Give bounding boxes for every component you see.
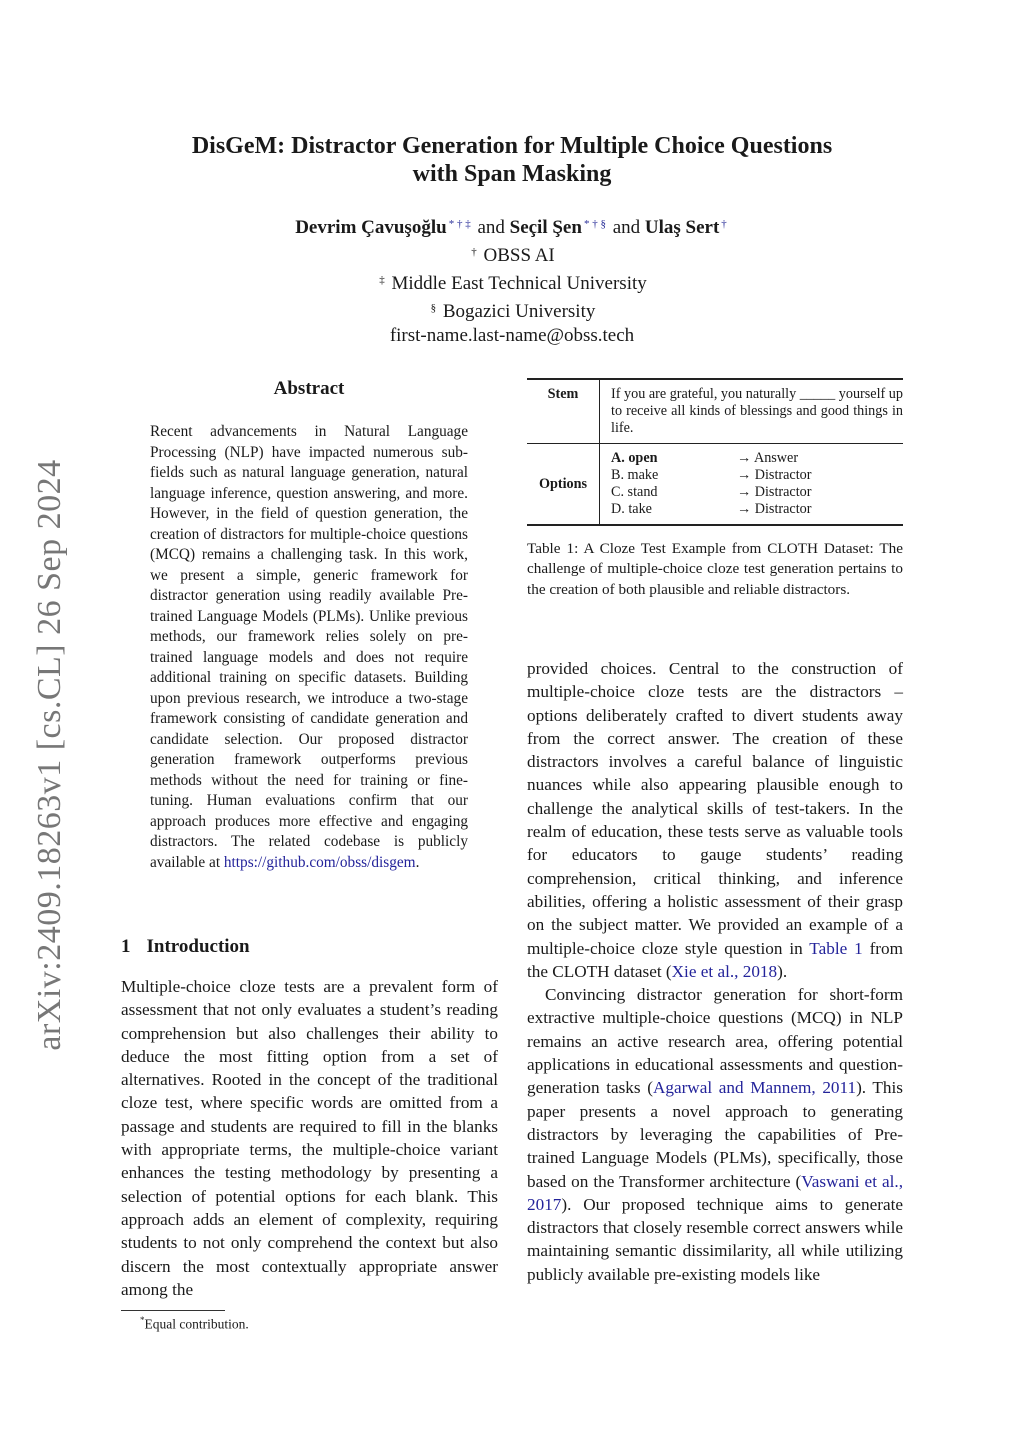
stem-label: Stem — [527, 380, 600, 443]
footnote-text: Equal contribution. — [144, 1316, 249, 1332]
table-row-options — [527, 443, 903, 526]
affiliation-1: † OBSS AI — [471, 245, 555, 266]
option-row: A. open → Answer — [611, 450, 799, 466]
title-line-1: DisGeM: Distractor Generation for Multiple Choice Questions — [191, 133, 833, 159]
abstract-heading: Abstract — [273, 378, 345, 399]
option-row: C. stand → Distractor — [611, 484, 812, 500]
and-1: and — [477, 217, 505, 238]
citation-xie[interactable]: Xie et al., 2018 — [671, 961, 778, 981]
cloze-example-table — [527, 378, 903, 526]
table-caption: Table 1: A Cloze Test Example from CLOTH Dataset: The challenge of multiple-choice cloze test generation pertains to the creation of both plausible and reliable distractors. — [527, 540, 903, 598]
author-2-marks: * † § — [583, 218, 606, 230]
author-line — [0, 212, 1024, 240]
affiliation-3: § Bogazici University — [430, 301, 596, 322]
author-2: Seçil Şen — [509, 217, 582, 238]
paragraph: Convincing distractor generation for short-form extractive multiple-choice questions (MCQ) in NLP remains an active research area, offering potential applications in educational assessments and question-generation tasks (Agarwal and Mannem, 2011). This paper presents a novel approach to generating distractors by leveraging the capabilities of Pre-trained Language Models (PLMs), specifically, those based on the Transformer architecture (Vaswani et al., 2017). Our proposed technique aims to generate distractors that closely resemble correct answers while maintaining semantic dissimilarity, all while utilizing publicly available pre-existing models like — [527, 985, 903, 1284]
intro-column-1: Multiple-choice cloze tests are a prevalent form of assessment that not only evaluates a student’s reading comprehension but also challenges their ability to deduce the most fitting option from a set of alternatives. Rooted in the concept of the traditional cloze test, where specific words are omitted from a passage and students are required to fill in the blanks with appropriate terms, the multiple-choice variant enhances the testing methodology by presenting a selection of potential options for each blank. This approach adds an element of complexity, requiring students to not only comprehend the context but also discern the most contextually appropriate answer among the — [121, 977, 498, 1299]
stem-text: If you are grateful, you naturally _____ yourself up to receive all kinds of blessings and good things in life. — [611, 386, 903, 436]
intro-column-2 — [527, 657, 903, 1286]
options-label: Options — [527, 444, 600, 524]
table-row-stem — [527, 380, 903, 443]
citation-agarwal[interactable]: Agarwal and Mannem, 2011 — [652, 1078, 857, 1098]
arxiv-sidebar — [30, 455, 70, 1055]
title-line-2: with Span Masking — [412, 161, 612, 187]
section-heading-introduction: 1 Introduction — [121, 936, 250, 957]
footnote — [140, 1315, 249, 1333]
footnote-rule — [121, 1310, 225, 1311]
footnote-mark: * — [140, 1315, 145, 1325]
abstract-body: Recent advancements in Natural Language Processing (NLP) have impacted numerous sub-fields such as natural language generation, natural language inference, question answering, and more. However, in the field of question generation, the creation of distractors for multiple-choice questions (MCQ) remains a challenging task. In this work, we present a simple, generic framework for distractor generation using readily available Pre-trained Language Models (PLMs). Unlike previous methods, our framework relies solely on pre-trained language models and does not require additional training on specific datasets. Building upon previous research, we introduce a two-stage framework consisting of candidate generation and candidate selection. Our proposed distractor generation framework outperforms previous methods without the need for training or fine-tuning. Human evaluations confirm that our approach produces more effective and engaging distractors. The related codebase is publicly available at https://github.com/obss/disgem. — [150, 423, 468, 871]
option-row: B. make → Distractor — [611, 467, 812, 483]
paragraph: provided choices. Central to the construction of multiple-choice cloze tests are the distractors – options deliberately crafted to divert students away from the correct answer. The creation of these distractors involves a careful balance of linguistic nuances while also appearing plausible enough to challenge the analytical skills of test-takers. In the realm of education, these tests serve as valuable tools for educators to gauge students’ reading comprehension, critical thinking, and inference abilities, offering a holistic assessment of their grasp on the subject matter. We provided an example of a multiple-choice cloze style question in Table 1 from the CLOTH dataset (Xie et al., 2018). — [527, 659, 903, 981]
option-row: D. take → Distractor — [611, 501, 812, 517]
author-email: first-name.last-name@obss.tech — [389, 325, 635, 346]
citation-vaswani[interactable]: Vaswani et al., 2017 — [527, 1171, 903, 1214]
and-2: and — [612, 217, 641, 238]
author-1: Devrim Çavuşoğlu — [295, 217, 447, 238]
author-1-marks: * † ‡ — [448, 218, 471, 230]
options-list — [600, 444, 903, 524]
author-3: Ulaş Sert — [644, 217, 720, 238]
author-block — [0, 212, 1024, 348]
paper-title — [0, 132, 1024, 188]
codebase-link[interactable]: https://github.com/obss/disgem — [223, 853, 416, 871]
table-1-ref[interactable]: Table 1 — [809, 938, 863, 958]
author-3-marks: † — [721, 218, 727, 230]
arxiv-id: arXiv:2409.18263v1 [cs.CL] 26 Sep 2024 — [31, 459, 68, 1051]
affiliation-2: ‡ Middle East Technical University — [379, 273, 647, 294]
abstract-text: Recent advancements in Natural Language Processing (NLP) have impacted numerous sub-fields such as natural language generation, natural language inference, question answering, and more. However, in the field of question generation, the creation of distractors for multiple-choice questions (MCQ) remains a challenging task. In this work, we present a simple, generic framework for distractor generation using readily available Pre-trained Language Models (PLMs). Unlike previous methods, our framework relies solely on pre-trained language models and does not require additional training on specific datasets. Building upon previous research, we introduce a two-stage framework consisting of candidate generation and candidate selection. Our proposed distractor generation framework outperforms previous methods without the need for training or fine-tuning. Human evaluations confirm that our approach produces more effective and engaging distractors. The related codebase is publicly available at — [150, 423, 468, 871]
